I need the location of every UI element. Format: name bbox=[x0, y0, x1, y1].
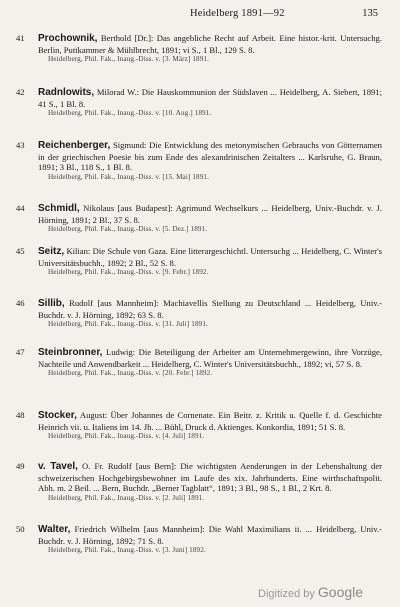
entry-text: Friedrich Wilhelm [aus Mannheim]: Die Wahl Maximilians ii. ... Heidelberg, Univ.-Buchdr. v. J. Hörning, 1892; 71 S. 8. bbox=[38, 524, 382, 546]
author-name: Sillib, bbox=[38, 298, 65, 309]
entry-note: Heidelberg, Phil. Fak., Inaug.-Diss. v. [3. März] 1891. bbox=[48, 55, 210, 64]
google-logo: Google bbox=[317, 584, 364, 600]
author-name: v. Tavel, bbox=[38, 461, 78, 472]
entry-text: O. Fr. Rudolf [aus Bern]: Die wichtigsten Aenderungen in der Lebenshaltung der schweizerischen Hochgebirgsbewohner im Laufe des xix. Jahrhunderts. Eine wirthschaftspolit. Abh. m. 2 Beil. ... Bern, Buchdr. „Berner Tagblatt“, 1891; 3 Bl., 98 S., 1 Bl., 2 Krt. 8. bbox=[38, 461, 382, 494]
entry-number: 50 bbox=[16, 524, 25, 534]
page-number: 135 bbox=[362, 8, 378, 19]
entry-number: 41 bbox=[16, 33, 25, 43]
entry-text: August: Über Johannes de Cornenate. Ein Beitr. z. Kritik u. Quelle f. d. Geschichte Heinrich vii. u. Italiens im 14. Jh. ... Bühl, Druck d. Aktienges. Konkordia, 1891; 51 S. 8. bbox=[38, 410, 382, 432]
entry-note: Heidelberg, Phil. Fak., Inaug.-Diss. v. [10. Aug.] 1891. bbox=[48, 109, 212, 118]
bibliography-entry bbox=[16, 410, 382, 441]
entry-number: 45 bbox=[16, 246, 25, 256]
entry-note: Heidelberg, Phil. Fak., Inaug.-Diss. v. [2. Juli] 1891. bbox=[48, 493, 205, 502]
entry-text: Nikolaus [aus Budapest]: Agrimund Wechselkurs ... Heidelberg, Univ.-Buchdr. v. J. Hörning, 1891; 2 Bl., 37 S. 8. bbox=[38, 203, 382, 225]
bibliography-entry bbox=[16, 298, 382, 329]
page-header bbox=[190, 8, 378, 22]
entry-number: 43 bbox=[16, 140, 25, 150]
entry-number: 46 bbox=[16, 298, 25, 308]
author-name: Stocker, bbox=[38, 410, 77, 421]
entry-number: 48 bbox=[16, 410, 25, 420]
entry-note: Heidelberg, Phil. Fak., Inaug.-Diss. v. [5. Dez.] 1891. bbox=[48, 225, 208, 234]
entry-number: 44 bbox=[16, 203, 25, 213]
entry-note: Heidelberg, Phil. Fak., Inaug.-Diss. v. [3. Juni] 1892. bbox=[48, 546, 206, 555]
author-name: Steinbronner, bbox=[38, 347, 103, 358]
entry-note: Heidelberg, Phil. Fak., Inaug.-Diss. v. [9. Febr.] 1892. bbox=[48, 268, 209, 277]
entry-text: Sigmund: Die Entwicklung des metonymischen Gebrauchs von Götternamen in der griechischen Poesie bis zum Ende des alexandrinischen Zeitalters ... Karlsruhe, G. Braun, 1891; 3 Bl., 118 S., 1 Bl. 8. bbox=[38, 140, 382, 173]
entry-note: Heidelberg, Phil. Fak., Inaug.-Diss. v. [15. Mai] 1891. bbox=[48, 172, 210, 181]
bibliography-entry bbox=[16, 461, 382, 503]
entry-note: Heidelberg, Phil. Fak., Inaug.-Diss. v. [4. Juli] 1891. bbox=[48, 432, 205, 441]
author-name: Seitz, bbox=[38, 246, 65, 257]
bibliography-entry bbox=[16, 524, 382, 555]
bibliography-entry bbox=[16, 140, 382, 182]
bibliography-entry bbox=[16, 347, 382, 378]
author-name: Radnlowits, bbox=[38, 87, 95, 98]
entry-text: Ludwig: Die Beteiligung der Arbeiter am Unternehmergewinn, ihre Vorzüge, Nachteile und Anwendbarkeit ... Heidelberg, C. Winter's Universitätsbuchh., 1892; vi, 57 S. 8. bbox=[38, 347, 382, 369]
bibliography-entry bbox=[16, 246, 382, 277]
author-name: Walter, bbox=[38, 524, 71, 535]
entry-number: 49 bbox=[16, 461, 25, 471]
watermark-prefix: Digitized by bbox=[258, 588, 315, 600]
entry-number: 42 bbox=[16, 87, 25, 97]
digitization-watermark bbox=[258, 584, 363, 600]
bibliography-entry bbox=[16, 87, 382, 118]
entry-text: Milorad W.: Die Hauskommunion der Südslaven ... Heidelberg, A. Siebert, 1891; 41 S., 1 Bl. 8. bbox=[38, 87, 382, 109]
author-name: Prochownik, bbox=[38, 33, 98, 44]
entry-text: Berthold [Dr.]: Das angebliche Recht auf Arbeit. Eine histor.-krit. Untersuchg. Berlin, Puttkammer & Mühlbrecht, 1891; vi S., 1 Bl., 129 S. 8. bbox=[38, 33, 382, 55]
entry-note: Heidelberg, Phil. Fak., Inaug.-Diss. v. [31. Juli] 1891. bbox=[48, 320, 208, 329]
entry-number: 47 bbox=[16, 347, 25, 357]
bibliography-entry bbox=[16, 203, 382, 234]
author-name: Reichenberger, bbox=[38, 140, 111, 151]
entry-text: Rudolf [aus Mannheim]: Machiavellis Stellung zu Deutschland ... Heidelberg, Univ.-Buchdr. v. J. Hörning, 1892; 63 S. 8. bbox=[38, 298, 382, 320]
entry-text: Kilian: Die Schule von Gaza. Eine litterargeschichtl. Untersuchg ... Heidelberg, C. Winter's Universitätsbuchh., 1892; 2 Bl., 52 S. 8. bbox=[38, 246, 382, 268]
bibliography-entry bbox=[16, 33, 382, 64]
entry-note: Heidelberg, Phil. Fak., Inaug.-Diss. v. [20. Febr.] 1892. bbox=[48, 369, 213, 378]
author-name: Schmidl, bbox=[38, 203, 80, 214]
running-title: Heidelberg 1891—92 bbox=[190, 8, 285, 19]
